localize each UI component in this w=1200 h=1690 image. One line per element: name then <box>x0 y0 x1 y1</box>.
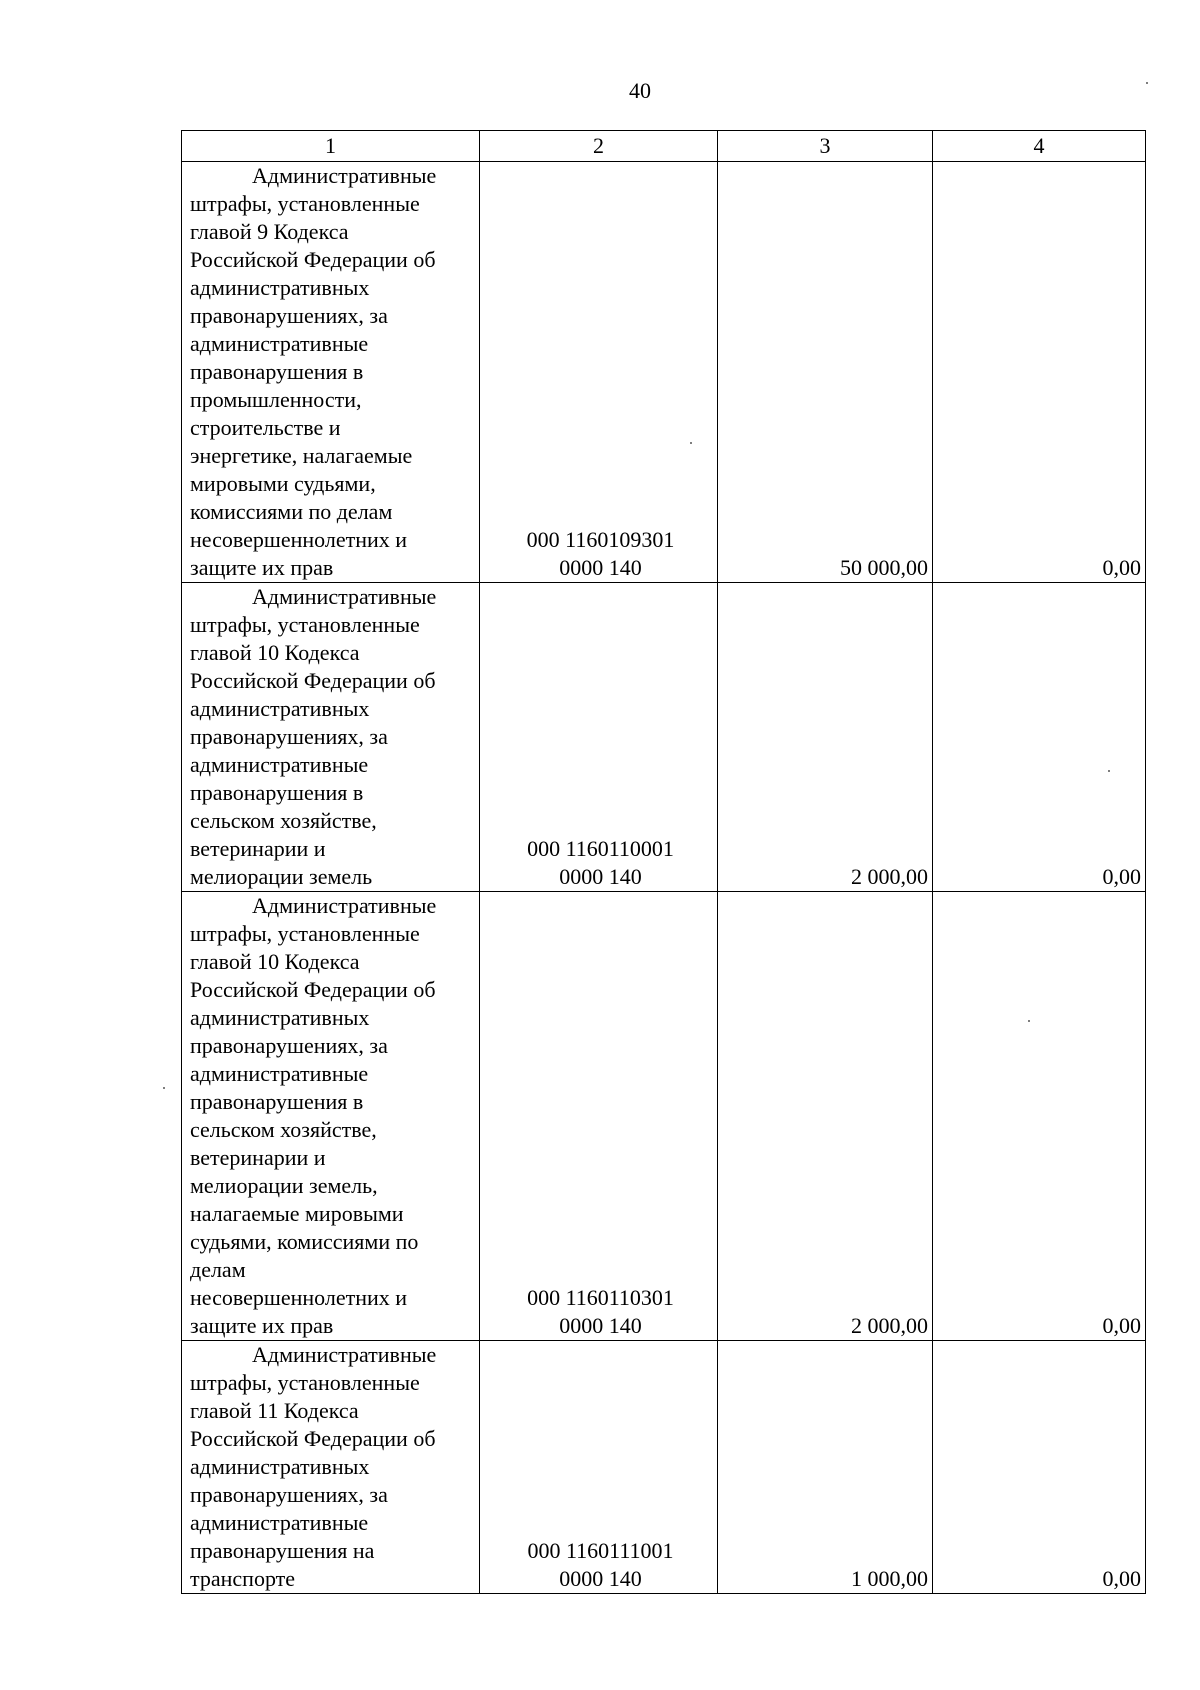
description-line: правонарушениях, за <box>190 303 388 328</box>
code-line: 000 1160109301 <box>526 527 675 552</box>
description-line: Российской Федерации об <box>190 247 436 272</box>
description-line: несовершеннолетних и <box>190 1285 408 1310</box>
row-code <box>480 583 718 892</box>
description-line: Административные <box>252 163 437 188</box>
description-line: несовершеннолетних и <box>190 527 408 552</box>
description-line: комиссиями по делам <box>190 499 393 524</box>
description-line: мировыми судьями, <box>190 471 376 496</box>
description-line: правонарушения в <box>190 1089 364 1114</box>
revenue-table <box>181 130 1146 1594</box>
description-line: правонарушения на <box>190 1538 375 1563</box>
header-col-1: 1 <box>182 131 480 162</box>
description-line: административные <box>190 331 369 356</box>
row-code <box>480 1341 718 1594</box>
row-amount-col4: 0,00 <box>933 162 1146 583</box>
description-line: штрафы, установленные <box>190 1370 420 1395</box>
description-line: правонарушениях, за <box>190 1482 388 1507</box>
description-line: сельском хозяйстве, <box>190 808 377 833</box>
description-line: транспорте <box>190 1566 296 1591</box>
code-line: 000 1160111001 <box>527 1538 674 1563</box>
description-line: главой 10 Кодекса <box>190 949 360 974</box>
row-code <box>480 162 718 583</box>
code-line: 000 1160110301 <box>527 1285 674 1310</box>
scan-speck <box>1108 770 1110 772</box>
description-line: административных <box>190 1454 370 1479</box>
description-line: правонарушения в <box>190 780 364 805</box>
header-col-3: 3 <box>718 131 933 162</box>
row-amount-col3: 1 000,00 <box>718 1341 933 1594</box>
description-line: штрафы, установленные <box>190 612 420 637</box>
table-row <box>182 892 1146 1341</box>
row-amount-col3: 2 000,00 <box>718 892 933 1341</box>
description-line: сельском хозяйстве, <box>190 1117 377 1142</box>
table-row <box>182 583 1146 892</box>
description-line: Административные <box>252 584 437 609</box>
row-description <box>182 892 480 1341</box>
description-line: делам <box>190 1257 246 1282</box>
scan-speck <box>1028 1020 1030 1022</box>
description-line: ветеринарии и <box>190 836 326 861</box>
description-line: правонарушениях, за <box>190 724 388 749</box>
description-line: штрафы, установленные <box>190 191 420 216</box>
code-line: 0000 140 <box>559 555 642 580</box>
table-row <box>182 162 1146 583</box>
description-line: административные <box>190 752 369 777</box>
table-header-row <box>182 131 1146 162</box>
description-line: мелиорации земель <box>190 864 373 889</box>
description-line: главой 11 Кодекса <box>190 1398 359 1423</box>
header-col-4: 4 <box>933 131 1146 162</box>
scan-speck <box>690 442 692 444</box>
table-row <box>182 1341 1146 1594</box>
description-line: главой 9 Кодекса <box>190 219 349 244</box>
code-line: 0000 140 <box>559 1566 642 1591</box>
description-line: Административные <box>252 1342 437 1367</box>
scan-speck <box>163 1087 165 1089</box>
row-amount-col3: 2 000,00 <box>718 583 933 892</box>
row-amount-col4: 0,00 <box>933 1341 1146 1594</box>
description-line: строительстве и <box>190 415 341 440</box>
description-line: ветеринарии и <box>190 1145 326 1170</box>
row-amount-col4: 0,00 <box>933 583 1146 892</box>
page-number: 40 <box>629 78 651 103</box>
description-line: административные <box>190 1510 369 1535</box>
description-line: Российской Федерации об <box>190 1426 436 1451</box>
description-line: судьями, комиссиями по <box>190 1229 419 1254</box>
description-line: защите их прав <box>190 1313 334 1338</box>
header-col-2: 2 <box>480 131 718 162</box>
description-line: главой 10 Кодекса <box>190 640 360 665</box>
description-line: налагаемые мировыми <box>190 1201 404 1226</box>
table-body <box>182 131 1146 1594</box>
row-description <box>182 162 480 583</box>
code-line: 000 1160110001 <box>527 836 674 861</box>
description-line: Российской Федерации об <box>190 977 436 1002</box>
description-line: промышленности, <box>190 387 362 412</box>
description-line: правонарушениях, за <box>190 1033 388 1058</box>
description-line: Российской Федерации об <box>190 668 436 693</box>
row-amount-col4: 0,00 <box>933 892 1146 1341</box>
code-line: 0000 140 <box>559 1313 642 1338</box>
description-line: мелиорации земель, <box>190 1173 378 1198</box>
description-line: защите их прав <box>190 555 334 580</box>
row-code <box>480 892 718 1341</box>
code-line: 0000 140 <box>559 864 642 889</box>
row-description <box>182 583 480 892</box>
description-line: штрафы, установленные <box>190 921 420 946</box>
description-line: административные <box>190 1061 369 1086</box>
description-line: административных <box>190 275 370 300</box>
description-line: административных <box>190 696 370 721</box>
description-line: Административные <box>252 893 437 918</box>
scan-speck <box>1146 82 1148 84</box>
description-line: административных <box>190 1005 370 1030</box>
row-amount-col3: 50 000,00 <box>718 162 933 583</box>
description-line: правонарушения в <box>190 359 364 384</box>
row-description <box>182 1341 480 1594</box>
description-line: энергетике, налагаемые <box>190 443 413 468</box>
